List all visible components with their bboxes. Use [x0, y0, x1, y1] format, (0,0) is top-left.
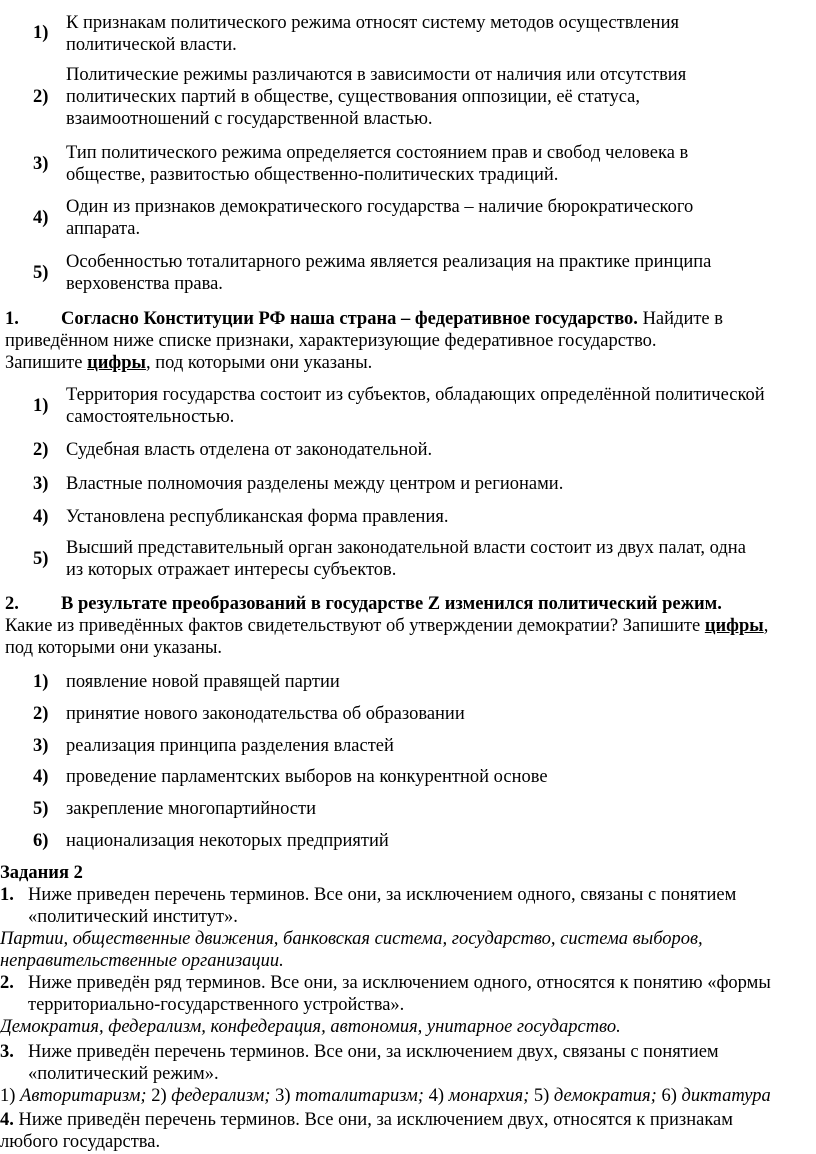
option-text: из которых отражает интересы субъектов.: [66, 560, 397, 580]
option-text: Тип политического режима определяется состоянием прав и свобод человека в: [66, 143, 689, 163]
question-title: Согласно Конституции РФ наша страна – федеративное государство.: [61, 309, 638, 329]
option-number: 6): [33, 831, 49, 851]
option-text: Судебная власть отделена от законодательной.: [66, 440, 433, 460]
term-number: 3): [275, 1086, 291, 1106]
option-number: 1): [33, 23, 49, 43]
task-number: 2.: [0, 973, 14, 993]
task-terms: неправительственные организации.: [0, 951, 284, 971]
question-title: В результате преобразований в государстве Z изменился политический режим.: [61, 594, 722, 614]
term-number: 1): [0, 1086, 16, 1106]
section-heading: Задания 2: [0, 863, 83, 883]
option-number: 3): [33, 736, 49, 756]
task-2: [0, 972, 816, 1038]
option-number: 4): [33, 767, 49, 787]
task-terms: Демократия, федерализм, конфедерация, автономия, унитарное государство.: [0, 1017, 621, 1037]
option-text: К признакам политического режима относят систему методов осуществления: [66, 13, 679, 33]
option-number: 4): [33, 208, 49, 228]
option-text: национализация некоторых предприятий: [66, 831, 389, 851]
question-text: Какие из приведённых фактов свидетельствуют об утверждении демократии? Запишите: [5, 616, 705, 636]
option-text: Высший представительный орган законодательной власти состоит из двух палат, одна: [66, 538, 746, 558]
option-number: 3): [33, 474, 49, 494]
option-number: 5): [33, 549, 49, 569]
option-text: политической власти.: [66, 35, 237, 55]
question-text: под которыми они указаны.: [5, 638, 223, 658]
task-terms: Партии, общественные движения, банковская система, государство, система выборов,: [0, 929, 703, 949]
task-4: [0, 1109, 816, 1153]
option-number: 4): [33, 507, 49, 527]
option-text: Установлена республиканская форма правления.: [66, 507, 449, 527]
option-number: 1): [33, 396, 49, 416]
option-number: 2): [33, 704, 49, 724]
question-text: Запишите: [5, 353, 88, 373]
task-number: 3.: [0, 1042, 14, 1062]
task-text: Ниже приведён перечень терминов. Все они, за исключением двух, относятся к признакам: [18, 1110, 733, 1130]
task-number: 4.: [0, 1110, 14, 1130]
task-text: Ниже приведен перечень терминов. Все они, за исключением одного, связаны с понятием: [28, 885, 737, 905]
emphasis-digits: цифры: [704, 616, 764, 636]
task-text: любого государства.: [0, 1132, 161, 1152]
option-text: Особенностью тоталитарного режима является реализация на практике принципа: [66, 252, 712, 272]
question-number: 1.: [5, 309, 19, 329]
emphasis-digits: цифры: [87, 353, 146, 373]
question-number: 2.: [5, 594, 19, 614]
task-3: [0, 1041, 816, 1107]
term-number: 4): [428, 1086, 445, 1106]
question-text: приведённом ниже списке признаки, характеризующие федеративное государство.: [5, 331, 657, 351]
task-text: «политический режим».: [28, 1064, 219, 1084]
option-text: обществе, развитостью общественно-политических традиций.: [66, 165, 559, 185]
term: федерализм;: [171, 1086, 271, 1106]
question-1: [5, 308, 813, 374]
term-number: 5): [533, 1086, 550, 1106]
option-text: Властные полномочия разделены между центром и регионами.: [66, 474, 564, 494]
option-number: 2): [33, 87, 49, 107]
option-text: Территория государства состоит из субъектов, обладающих определённой политической: [66, 385, 765, 405]
task-number: 1.: [0, 885, 14, 905]
option-number: 5): [33, 799, 49, 819]
option-text: верховенства права.: [66, 274, 223, 294]
term: диктатура: [681, 1086, 771, 1106]
option-text: закрепление многопартийности: [66, 799, 316, 819]
term: Авторитаризм;: [20, 1086, 147, 1106]
task-text: Ниже приведён ряд терминов. Все они, за исключением одного, относятся к понятию «формы: [28, 973, 771, 993]
task-text: «политический институт».: [28, 907, 238, 927]
option-number: 1): [33, 672, 49, 692]
task-text: Ниже приведён перечень терминов. Все они, за исключением двух, связаны с понятием: [28, 1042, 719, 1062]
option-number: 3): [33, 154, 49, 174]
option-text: проведение парламентских выборов на конкурентной основе: [66, 767, 548, 787]
question-text: , под которыми они указаны.: [145, 353, 373, 373]
option-text: принятие нового законодательства об образовании: [66, 704, 465, 724]
question-text: Найдите в: [637, 309, 724, 329]
option-text: самостоятельностью.: [66, 407, 235, 427]
term: демократия;: [553, 1086, 657, 1106]
option-text: Политические режимы различаются в зависимости от наличия или отсутствия: [66, 65, 687, 85]
term: тоталитаризм;: [295, 1086, 424, 1106]
task-3-terms: [0, 1085, 816, 1107]
term-number: 6): [661, 1086, 677, 1106]
task-1: [0, 884, 816, 972]
option-text: реализация принципа разделения властей: [66, 736, 394, 756]
question-text: ,: [763, 616, 769, 636]
option-text: аппарата.: [66, 219, 141, 239]
question-2: [5, 593, 813, 659]
option-text: Один из признаков демократического государства – наличие бюрократического: [66, 197, 694, 217]
term: монархия;: [448, 1086, 530, 1106]
option-number: 5): [33, 263, 49, 283]
option-text: взаимоотношений с государственной властью.: [66, 109, 433, 129]
task-text: территориально-государственного устройства».: [28, 995, 405, 1015]
option-number: 2): [33, 440, 49, 460]
option-text: появление новой правящей партии: [66, 672, 340, 692]
term-number: 2): [151, 1086, 167, 1106]
option-text: политических партий в обществе, существования оппозиции, её статуса,: [66, 87, 640, 107]
